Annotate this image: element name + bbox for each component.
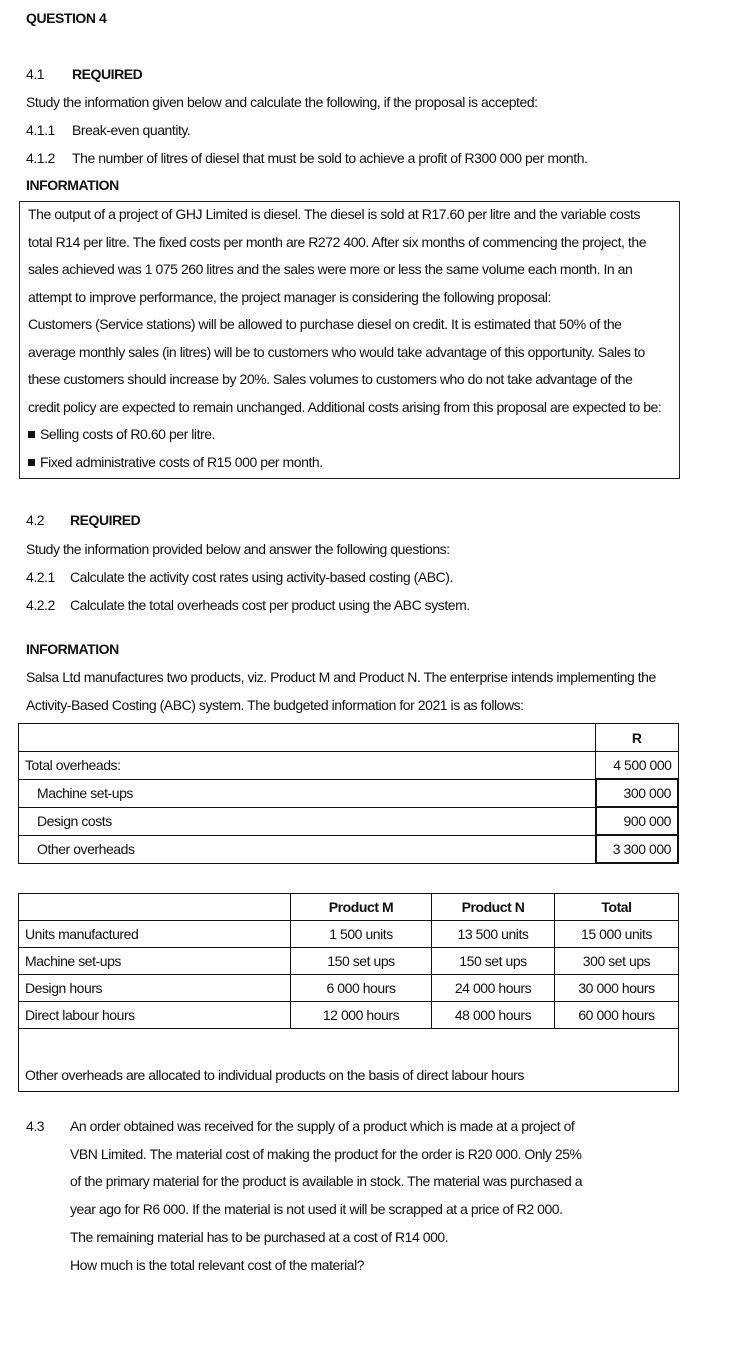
- info-line: sales achieved was 1 075 260 litres and the sales were more or less the same volume each month. In an: [28, 261, 633, 277]
- row-value: 300 000: [596, 779, 679, 807]
- info-heading: INFORMATION: [26, 641, 119, 657]
- table-row: [19, 948, 679, 975]
- cell: 60 000 hours: [555, 1002, 679, 1029]
- cell: 150 set ups: [432, 948, 555, 975]
- item-number: 4.1.2: [26, 150, 55, 166]
- table-row: [19, 835, 679, 863]
- bullet-text: Selling costs of R0.60 per litre.: [40, 426, 216, 442]
- section-heading: REQUIRED: [72, 66, 143, 82]
- bullet-text: Fixed administrative costs of R15 000 per month.: [40, 454, 323, 470]
- column-header: Product M: [291, 894, 432, 921]
- column-header: R: [596, 724, 679, 752]
- overheads-table: [18, 723, 679, 864]
- row-value: 3 300 000: [596, 835, 679, 863]
- info-box: [19, 201, 680, 479]
- row-label: Design hours: [19, 975, 291, 1002]
- section-number: 4.2: [26, 512, 45, 528]
- table-row: [19, 807, 679, 835]
- row-label: Design costs: [19, 807, 596, 835]
- item-text: The number of litres of diesel that must be sold to achieve a profit of R300 000 per month.: [72, 150, 588, 166]
- cell: 6 000 hours: [291, 975, 432, 1002]
- item-number: 4.1.1: [26, 122, 55, 138]
- products-table: [18, 893, 679, 1092]
- info-line: total R14 per litre. The fixed costs per month are R272 400. After six months of commencing the project, the: [28, 234, 647, 250]
- question-line: The remaining material has to be purchased at a cost of R14 000.: [70, 1229, 449, 1245]
- row-label: Machine set-ups: [19, 948, 291, 975]
- cell: 150 set ups: [291, 948, 432, 975]
- row-label: Other overheads: [19, 835, 596, 863]
- cell: 24 000 hours: [432, 975, 555, 1002]
- table-row: [19, 779, 679, 807]
- item-number: 4.2.2: [26, 597, 55, 613]
- item-text: Break-even quantity.: [72, 122, 191, 138]
- table-row: [19, 1002, 679, 1029]
- item-number: 4.2.1: [26, 569, 55, 585]
- question-line: An order obtained was received for the supply of a product which is made at a project of: [70, 1118, 575, 1134]
- section-intro: Study the information given below and calculate the following, if the proposal is accepted:: [26, 94, 538, 110]
- question-line: VBN Limited. The material cost of making the product for the order is R20 000. Only 25%: [70, 1146, 582, 1162]
- row-label: Units manufactured: [19, 921, 291, 948]
- question-line: of the primary material for the product is available in stock. The material was purchased a: [70, 1173, 583, 1189]
- info-line: Customers (Service stations) will be allowed to purchase diesel on credit. It is estimated that 50% of the: [28, 316, 622, 332]
- item-text: Calculate the total overheads cost per product using the ABC system.: [70, 597, 470, 613]
- info-line: Activity-Based Costing (ABC) system. The budgeted information for 2021 is as follows:: [26, 697, 524, 713]
- info-heading: INFORMATION: [26, 177, 119, 193]
- item-text: Calculate the activity cost rates using activity-based costing (ABC).: [70, 569, 453, 585]
- row-label: Direct labour hours: [19, 1002, 291, 1029]
- cell: 30 000 hours: [555, 975, 679, 1002]
- cell: 300 set ups: [555, 948, 679, 975]
- table-note: Other overheads are allocated to individual products on the basis of direct labour hours: [19, 1029, 679, 1092]
- table-header-row: [19, 724, 679, 752]
- section-intro: Study the information provided below and answer the following questions:: [26, 541, 450, 557]
- info-line: Salsa Ltd manufactures two products, viz. Product M and Product N. The enterprise intends implementing the: [26, 669, 656, 685]
- cell: 13 500 units: [432, 921, 555, 948]
- info-line: these customers should increase by 20%. Sales volumes to customers who do not take advantage of the: [28, 371, 633, 387]
- row-label: Machine set-ups: [19, 779, 596, 807]
- table-note-row: [19, 1029, 679, 1092]
- cell: 1 500 units: [291, 921, 432, 948]
- table-header-row: [19, 894, 679, 921]
- question-line: How much is the total relevant cost of the material?: [70, 1257, 365, 1273]
- bullet-item: [28, 425, 215, 443]
- column-header: Product N: [432, 894, 555, 921]
- section-heading: REQUIRED: [70, 512, 141, 528]
- bullet-item: [28, 453, 323, 471]
- bullet-icon: [28, 431, 35, 438]
- info-line: average monthly sales (in litres) will be to customers who would take advantage of this opportunity. Sales to: [28, 344, 645, 360]
- row-value: 4 500 000: [596, 752, 679, 780]
- cell: 12 000 hours: [291, 1002, 432, 1029]
- question-title: QUESTION 4: [26, 10, 107, 26]
- cell: 15 000 units: [555, 921, 679, 948]
- cell: 48 000 hours: [432, 1002, 555, 1029]
- info-line: The output of a project of GHJ Limited is diesel. The diesel is sold at R17.60 per litre and the variable costs: [28, 206, 641, 222]
- table-row: [19, 752, 679, 780]
- row-label: Total overheads:: [19, 752, 596, 780]
- table-row: [19, 921, 679, 948]
- info-line: credit policy are expected to remain unchanged. Additional costs arising from this proposal are expected to be:: [28, 399, 662, 415]
- column-header: Total: [555, 894, 679, 921]
- row-value: 900 000: [596, 807, 679, 835]
- section-number: 4.3: [26, 1118, 45, 1134]
- question-line: year ago for R6 000. If the material is not used it will be scrapped at a price of R2 000.: [70, 1201, 563, 1217]
- bullet-icon: [28, 459, 35, 466]
- section-number: 4.1: [26, 66, 45, 82]
- table-row: [19, 975, 679, 1002]
- info-line: attempt to improve performance, the project manager is considering the following proposal:: [28, 289, 551, 305]
